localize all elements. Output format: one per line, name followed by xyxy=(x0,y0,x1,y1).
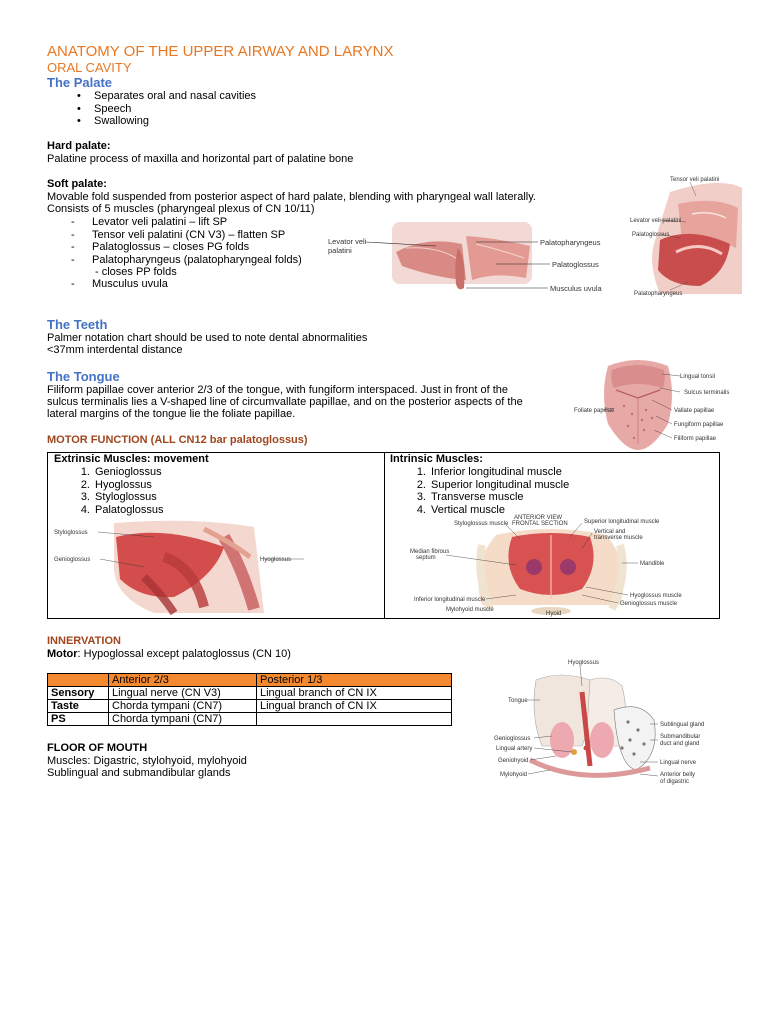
table-cell: Chorda tympani (CN7) xyxy=(109,700,257,713)
heading-palate: The Palate xyxy=(47,75,113,90)
heading-floor-of-mouth: FLOOR OF MOUTH xyxy=(47,742,148,754)
label-palatoglossus: Palatoglossus xyxy=(552,260,599,269)
label-hyoid: Hyoid xyxy=(546,611,562,617)
label-digastric-1: Anterior belly xyxy=(660,772,696,778)
list-item: 4. Vertical muscle xyxy=(416,503,505,516)
label-vertical-1: Vertical and xyxy=(594,529,626,535)
table-row xyxy=(48,700,452,713)
label-view-2: FRONTAL SECTION xyxy=(512,521,568,527)
tongue-line-3: lateral margins of the tongue lie the foliate papillae. xyxy=(47,408,296,420)
table-header-cell xyxy=(48,674,109,687)
label-mylohyoid-muscle: Mylohyoid muscle xyxy=(446,607,494,613)
table-row xyxy=(48,713,452,726)
palate-bullets xyxy=(47,90,447,128)
list-item: - Tensor veli palatini (CN V3) – flatten SP xyxy=(47,229,337,242)
soft-palate-figure xyxy=(326,218,602,296)
floor-of-mouth-figure xyxy=(490,656,712,790)
label-palatoglossus-2: Palatoglossus xyxy=(632,232,670,238)
heading-innervation: INNERVATION xyxy=(47,635,121,647)
floor-line-1: Muscles: Digastric, stylohyoid, mylohyoid xyxy=(47,755,247,767)
section-oral-cavity: ORAL CAVITY xyxy=(47,60,132,75)
soft-palate-muscles xyxy=(47,216,337,266)
list-item: 1. Inferior longitudinal muscle xyxy=(416,466,562,478)
hard-palate-text: Palatine process of maxilla and horizontal part of palatine bone xyxy=(47,153,354,165)
table-header-row xyxy=(48,674,452,687)
label-levator-veli: Levator veli palatini xyxy=(630,218,682,224)
heading-tongue: The Tongue xyxy=(47,369,120,384)
label-lingual-nerve: Lingual nerve xyxy=(660,760,697,766)
label-vertical-2: transverse muscle xyxy=(594,535,643,541)
label-hyoglossus-2: Hyoglossus xyxy=(568,660,600,666)
intrinsic-muscles-figure xyxy=(406,515,696,619)
table-row xyxy=(48,687,452,700)
label-sublingual: Sublingual gland xyxy=(660,722,705,728)
list-item: • Speech xyxy=(47,103,447,116)
label-submandibular-2: duct and gland xyxy=(660,741,700,747)
table-cell: Chorda tympani (CN7) xyxy=(109,713,257,726)
list-item: - Palatoglossus – closes PG folds xyxy=(47,241,337,254)
extrinsic-muscles-figure xyxy=(54,517,314,617)
table-cell xyxy=(257,713,452,726)
extrinsic-list xyxy=(48,466,378,516)
table-header-cell: Posterior 1/3 xyxy=(257,674,452,687)
label-levator-2: palatini xyxy=(328,246,352,255)
intrinsic-list xyxy=(384,466,714,516)
label-palatopharyngeus-2: Palatopharyngeus xyxy=(634,291,683,297)
tongue-line-2: sulcus terminalis lies a V-shaped line of circumvallate papillae, and on the posterior aspects of the xyxy=(47,396,523,408)
heading-motor-function: MOTOR FUNCTION (ALL CN12 bar palatoglossus) xyxy=(47,434,308,446)
list-item: - Levator veli palatini – lift SP xyxy=(47,216,337,229)
list-item: 1. Genioglossus xyxy=(80,466,162,478)
label-tensor: Tensor veli palatini xyxy=(670,177,720,183)
list-item: • Swallowing xyxy=(47,115,447,128)
teeth-line-2: <37mm interdental distance xyxy=(47,344,183,356)
label-musculus-uvula: Musculus uvula xyxy=(550,284,602,293)
label-inferior-longitudinal: Inferior longitudinal muscle xyxy=(414,597,486,603)
intrinsic-title: Intrinsic Muscles: xyxy=(390,453,483,465)
list-item: - Musculus uvula xyxy=(47,278,337,291)
label-lingual-artery: Lingual artery xyxy=(496,746,533,752)
label-styloglossus: Styloglossus xyxy=(54,530,88,536)
list-item: 4. Palatoglossus xyxy=(80,503,164,516)
hard-palate-label: Hard palate: xyxy=(47,140,111,152)
label-vallate: Vallate papillae xyxy=(674,408,715,414)
label-fungiform: Fungiform papillae xyxy=(674,422,724,428)
table-cell: Lingual nerve (CN V3) xyxy=(109,687,257,700)
table-cell: Taste xyxy=(48,700,109,713)
label-submandibular-1: Submandibular xyxy=(660,734,701,740)
extrinsic-title: Extrinsic Muscles: movement xyxy=(54,453,209,465)
label-digastric-2: of digastric xyxy=(660,779,690,785)
soft-palate-text-2: Consists of 5 muscles (pharyngeal plexus of CN 10/11) xyxy=(47,203,315,215)
label-filiform: Filiform papillae xyxy=(674,436,717,442)
innervation-motor: Motor: Hypoglossal except palatoglossus (CN 10) xyxy=(47,648,291,660)
palate-sagittal-figure xyxy=(630,174,746,298)
innervation-table xyxy=(47,673,452,726)
tongue-papillae-figure xyxy=(572,354,738,454)
floor-line-2: Sublingual and submandibular glands xyxy=(47,767,231,779)
label-foliate: Foliate papillae xyxy=(574,408,615,414)
teeth-line-1: Palmer notation chart should be used to note dental abnormalities xyxy=(47,332,368,344)
table-cell: Lingual branch of CN IX xyxy=(257,687,452,700)
soft-palate-label: Soft palate: xyxy=(47,178,107,190)
list-item: 2. Superior longitudinal muscle xyxy=(416,478,570,491)
list-item: - Palatopharyngeus (palatopharyngeal folds) xyxy=(47,254,337,267)
label-median-1: Median fibrous xyxy=(410,549,450,555)
label-median-2: septum xyxy=(416,555,436,561)
label-geniohyoid: Geniohyoid xyxy=(498,758,529,764)
label-tongue: Tongue xyxy=(508,698,528,704)
heading-teeth: The Teeth xyxy=(47,317,108,332)
label-genioglossus-2: Genioglossus xyxy=(494,736,531,742)
label-superior-longitudinal: Superior longitudinal muscle xyxy=(584,519,660,525)
tongue-line-1: Filiform papillae cover anterior 2/3 of the tongue, with fungiform interspaced. Just in front of the xyxy=(47,384,509,396)
label-view-1: ANTERIOR VIEW xyxy=(514,515,563,521)
label-hyoglossus-muscle: Hyoglossus muscle xyxy=(630,593,682,599)
label-levator: Levator veli xyxy=(328,237,367,246)
document-title: ANATOMY OF THE UPPER AIRWAY AND LARYNX xyxy=(47,43,394,60)
list-item: 3. Styloglossus xyxy=(80,491,157,503)
label-genioglossus: Genioglossus xyxy=(54,557,91,563)
label-mandible: Mandible xyxy=(640,561,665,567)
table-cell: Lingual branch of CN IX xyxy=(257,700,452,713)
label-lingual-tonsil: Lingual tonsil xyxy=(680,374,716,380)
label-styloglossus-muscle: Styloglossus muscle xyxy=(454,521,509,527)
list-item: • Separates oral and nasal cavities xyxy=(47,90,447,103)
label-sulcus: Sulcus terminalis xyxy=(684,390,730,396)
soft-palate-muscles-cont xyxy=(47,278,337,291)
label-genioglossus-muscle: Genioglossus muscle xyxy=(620,601,678,607)
list-item: 2. Hyoglossus xyxy=(80,478,152,491)
label-hyoglossus: Hyoglossus xyxy=(260,557,292,563)
table-cell: Sensory xyxy=(48,687,109,700)
table-cell: PS xyxy=(48,713,109,726)
soft-palate-text-1: Movable fold suspended from posterior aspect of hard palate, blending with pharyngeal wall laterally. xyxy=(47,191,536,203)
label-mylohyoid: Mylohyoid xyxy=(500,772,528,778)
motor-table xyxy=(47,452,720,619)
palatopharyngeus-note: - closes PP folds xyxy=(95,266,177,278)
label-palatopharyngeus: Palatopharyngeus xyxy=(540,238,601,247)
list-item: 3. Transverse muscle xyxy=(416,491,524,503)
table-header-cell: Anterior 2/3 xyxy=(109,674,257,687)
